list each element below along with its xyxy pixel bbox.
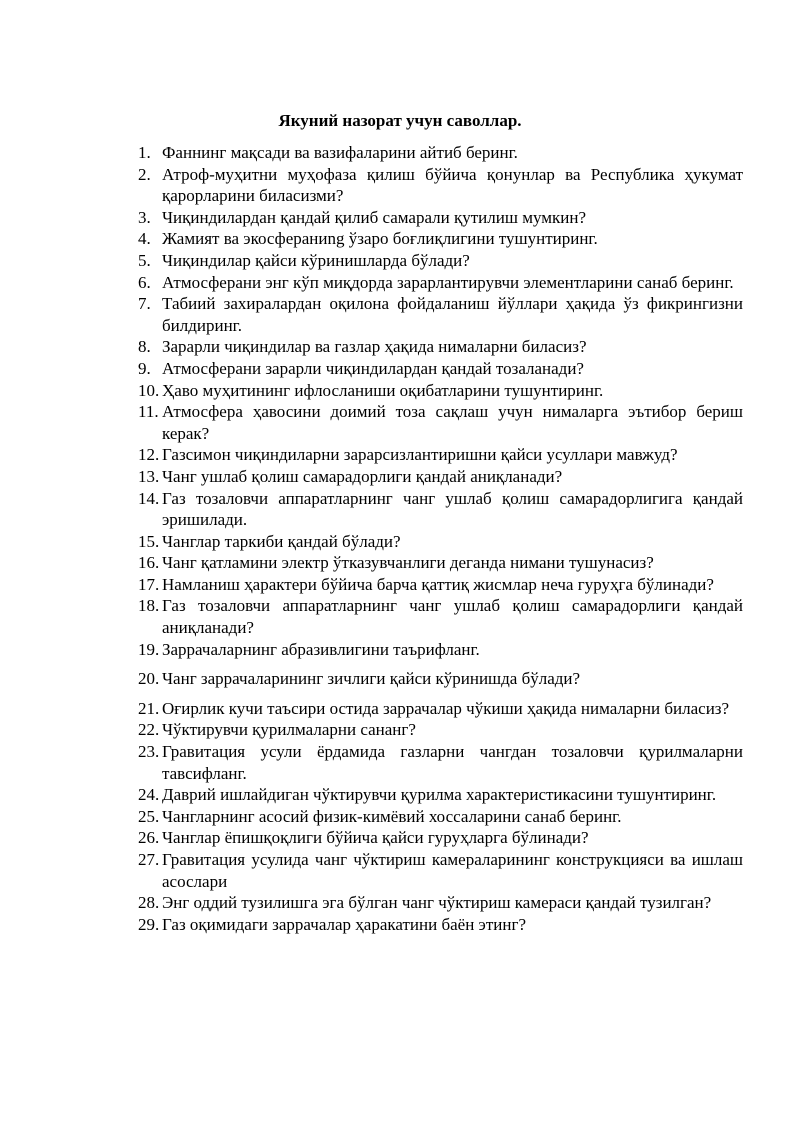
question-item <box>138 142 743 164</box>
question-number: 12. <box>138 445 160 465</box>
question-text: Гравитация усулида чанг чўктириш камераларининг конструкцияси ва ишлаш асослари <box>162 850 743 891</box>
question-item <box>138 488 743 531</box>
question-text: Газсимон чиқиндиларни зарарсизлантиришни қайси усуллари мавжуд? <box>162 445 678 465</box>
question-text: Чанглар таркиби қандай бўлади? <box>162 531 401 551</box>
question-item <box>138 639 743 661</box>
question-text: Чиқиндилар қайси кўринишларда бўлади? <box>162 250 470 270</box>
question-number: 26. <box>138 828 160 848</box>
question-text: Оғирлик кучи таъсири остида заррачалар чўкиши ҳақида нималарни биласиз? <box>162 698 730 718</box>
question-number: 6. <box>138 272 151 292</box>
question-number: 13. <box>138 466 160 486</box>
question-number: 25. <box>138 806 160 826</box>
question-text: Газ оқимидаги заррачалар ҳаракатини баён этинг? <box>162 914 526 934</box>
question-item <box>138 784 743 806</box>
question-text: Атроф-муҳитни муҳофаза қилиш бўйича қонунлар ва Республика ҳукумат қарорларини биласизми? <box>162 164 743 206</box>
question-text: Заррачаларнинг абразивлигини таърифланг. <box>162 639 480 659</box>
question-item <box>138 741 743 784</box>
question-item <box>138 250 743 272</box>
question-number: 16. <box>138 553 160 573</box>
question-text: Чўктирувчи қурилмаларни сананг? <box>162 720 416 740</box>
question-text: Чанг қатламини электр ўтказувчанлиги деганда нимани тушунасиз? <box>162 553 654 573</box>
question-item <box>138 380 743 402</box>
question-item <box>138 552 743 574</box>
question-text: Газ тозаловчи аппаратларнинг чанг ушлаб қолиш самарадорлигига қандай эришилади. <box>162 488 743 530</box>
question-text: Зарарли чиқиндилар ва газлар ҳақида нималарни биласиз? <box>162 337 587 357</box>
question-text: Ҳаво муҳитининг ифлосланиши оқибатларини тушунтиринг. <box>162 380 604 400</box>
question-number: 8. <box>138 337 151 357</box>
question-text: Жамият ва экосфераниng ўзаро боғлиқлигини тушунтиринг. <box>162 229 598 249</box>
question-item <box>138 892 743 914</box>
question-item <box>138 827 743 849</box>
question-text: Фаннинг мақсади ва вазифаларини айтиб беринг. <box>162 143 518 162</box>
question-item <box>138 293 743 336</box>
question-text: Атмосфера ҳавосини доимий тоза сақлаш учун нималарга эътибор бериш керак? <box>162 402 743 443</box>
question-text: Чангларнинг асосий физик-кимёвий хоссаларини санаб беринг. <box>162 806 622 826</box>
question-number: 23. <box>138 742 160 762</box>
question-item <box>138 228 743 250</box>
question-item <box>138 698 743 720</box>
question-text: Энг оддий тузилишга эга бўлган чанг чўктириш камераси қандай тузилган? <box>162 893 712 913</box>
page-title: Якуний назорат учун саволлар. <box>278 111 522 130</box>
question-text: Чиқиндилардан қандай қилиб самарали қутилиш мумкин? <box>162 207 586 227</box>
question-item <box>138 668 743 690</box>
question-item <box>138 336 743 358</box>
question-item <box>138 401 743 444</box>
question-text: Атмосферани энг кўп миқдорда зарарлантирувчи элементларини санаб беринг. <box>162 272 734 292</box>
question-number: 17. <box>138 574 160 594</box>
question-item <box>138 914 743 936</box>
question-item <box>138 849 743 892</box>
question-text: Чанглар ёпишқоқлиги бўйича қайси гуруҳларга бўлинади? <box>162 828 589 848</box>
question-number: 27. <box>138 850 160 869</box>
question-number: 21. <box>138 698 160 718</box>
question-item <box>138 272 743 294</box>
question-number: 9. <box>138 358 151 378</box>
question-number: 14. <box>138 488 160 508</box>
question-item <box>138 531 743 553</box>
question-text: Газ тозаловчи аппаратларнинг чанг ушлаб қолиш самарадорлиги қандай аниқланади? <box>162 596 743 638</box>
question-text: Гравитация усули ёрдамида газларни чангдан тозаловчи қурилмаларни тавсифланг. <box>162 742 743 783</box>
question-number: 28. <box>138 893 160 913</box>
question-item <box>138 806 743 828</box>
question-number: 18. <box>138 596 160 616</box>
question-text: Атмосферани зарарли чиқиндилардан қандай тозаланади? <box>162 358 584 378</box>
question-item <box>138 444 743 466</box>
question-item <box>138 358 743 380</box>
question-number: 4. <box>138 229 151 249</box>
question-text: Чанг заррачаларининг зичлиги қайси кўринишда бўлади? <box>162 669 581 689</box>
question-item <box>138 595 743 638</box>
question-item <box>138 574 743 596</box>
question-item <box>138 719 743 741</box>
question-list <box>138 142 743 935</box>
question-number: 1. <box>138 143 151 162</box>
question-text: Чанг ушлаб қолиш самарадорлиги қандай аниқланади? <box>162 466 563 486</box>
question-number: 20. <box>138 669 160 689</box>
question-number: 10. <box>138 380 160 400</box>
question-number: 15. <box>138 531 160 551</box>
question-number: 3. <box>138 207 151 227</box>
question-text: Даврий ишлайдиган чўктирувчи қурилма характеристикасини тушунтиринг. <box>162 785 717 805</box>
question-number: 2. <box>138 164 151 184</box>
question-number: 22. <box>138 720 160 740</box>
question-text: Табиий захиралардан оқилона фойдаланиш йўллари ҳақида ўз фикрингизни билдиринг. <box>162 294 743 335</box>
question-item <box>138 164 743 207</box>
question-item <box>138 466 743 488</box>
question-number: 11. <box>138 402 159 422</box>
question-number: 19. <box>138 639 160 659</box>
question-text: Намланиш ҳарактери бўйича барча қаттиқ жисмлар неча гуруҳга бўлинади? <box>162 574 714 594</box>
question-number: 7. <box>138 294 151 314</box>
question-item <box>138 207 743 229</box>
question-number: 5. <box>138 250 151 270</box>
question-number: 24. <box>138 785 160 805</box>
question-number: 29. <box>138 914 160 934</box>
